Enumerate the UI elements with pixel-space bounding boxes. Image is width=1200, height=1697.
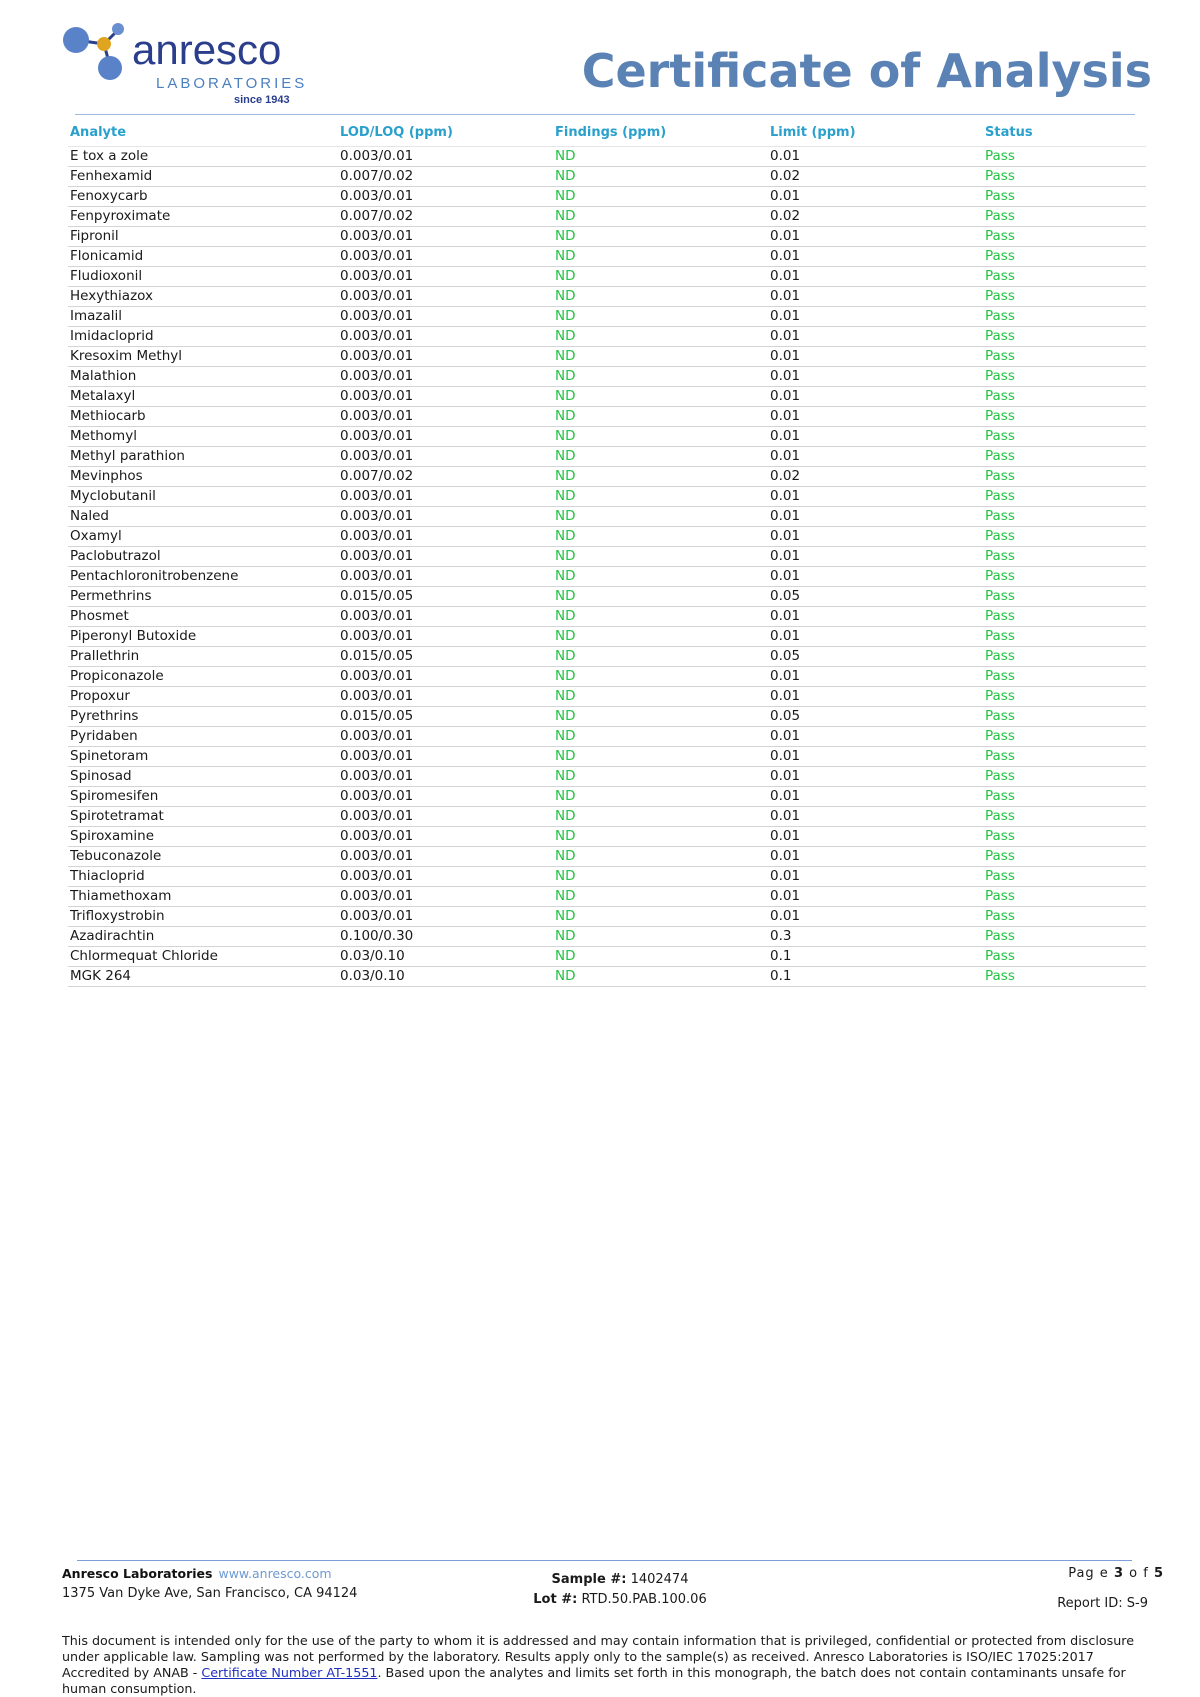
findings-cell: ND xyxy=(555,247,770,267)
table-row xyxy=(68,887,1146,907)
table-row xyxy=(68,327,1146,347)
findings-cell: ND xyxy=(555,467,770,487)
table-row xyxy=(68,347,1146,367)
limit-cell: 0.01 xyxy=(770,307,985,327)
findings-cell: ND xyxy=(555,587,770,607)
findings-cell: ND xyxy=(555,567,770,587)
lod-loq-cell: 0.003/0.01 xyxy=(340,827,555,847)
findings-cell: ND xyxy=(555,527,770,547)
status-cell: Pass xyxy=(985,167,1146,187)
status-cell: Pass xyxy=(985,147,1146,167)
analyte-cell: MGK 264 xyxy=(68,967,340,987)
status-cell: Pass xyxy=(985,767,1146,787)
limit-cell: 0.01 xyxy=(770,247,985,267)
findings-cell: ND xyxy=(555,227,770,247)
limit-cell: 0.01 xyxy=(770,367,985,387)
lod-loq-cell: 0.007/0.02 xyxy=(340,467,555,487)
analyte-cell: Spirotetramat xyxy=(68,807,340,827)
table-row xyxy=(68,967,1146,987)
findings-cell: ND xyxy=(555,647,770,667)
header-limit: Limit (ppm) xyxy=(770,118,985,147)
findings-cell: ND xyxy=(555,947,770,967)
limit-cell: 0.01 xyxy=(770,667,985,687)
limit-cell: 0.01 xyxy=(770,787,985,807)
table-row xyxy=(68,687,1146,707)
limit-cell: 0.01 xyxy=(770,527,985,547)
lod-loq-cell: 0.003/0.01 xyxy=(340,347,555,367)
analyte-cell: E tox a zole xyxy=(68,147,340,167)
limit-cell: 0.01 xyxy=(770,507,985,527)
status-cell: Pass xyxy=(985,287,1146,307)
table-row xyxy=(68,807,1146,827)
lod-loq-cell: 0.015/0.05 xyxy=(340,707,555,727)
status-cell: Pass xyxy=(985,367,1146,387)
findings-cell: ND xyxy=(555,167,770,187)
findings-cell: ND xyxy=(555,727,770,747)
analyte-cell: Fipronil xyxy=(68,227,340,247)
table-row xyxy=(68,207,1146,227)
lod-loq-cell: 0.003/0.01 xyxy=(340,387,555,407)
limit-cell: 0.01 xyxy=(770,767,985,787)
lot-value: RTD.50.PAB.100.06 xyxy=(581,1592,707,1607)
lod-loq-cell: 0.003/0.01 xyxy=(340,627,555,647)
limit-cell: 0.01 xyxy=(770,487,985,507)
findings-cell: ND xyxy=(555,407,770,427)
lot-label: Lot #: xyxy=(533,1592,578,1607)
findings-cell: ND xyxy=(555,907,770,927)
anresco-logo xyxy=(62,20,322,106)
analyte-cell: Imazalil xyxy=(68,307,340,327)
table-row xyxy=(68,907,1146,927)
page-current: 3 xyxy=(1113,1566,1124,1581)
findings-cell: ND xyxy=(555,147,770,167)
status-cell: Pass xyxy=(985,487,1146,507)
status-cell: Pass xyxy=(985,627,1146,647)
footer-divider xyxy=(77,1560,1132,1561)
lod-loq-cell: 0.003/0.01 xyxy=(340,407,555,427)
analyte-cell: Spiromesifen xyxy=(68,787,340,807)
table-row xyxy=(68,267,1146,287)
status-cell: Pass xyxy=(985,207,1146,227)
table-row xyxy=(68,627,1146,647)
findings-cell: ND xyxy=(555,507,770,527)
status-cell: Pass xyxy=(985,247,1146,267)
limit-cell: 0.01 xyxy=(770,187,985,207)
analyte-cell: Fenhexamid xyxy=(68,167,340,187)
table-row xyxy=(68,727,1146,747)
analyte-cell: Flonicamid xyxy=(68,247,340,267)
limit-cell: 0.01 xyxy=(770,807,985,827)
analyte-cell: Piperonyl Butoxide xyxy=(68,627,340,647)
limit-cell: 0.01 xyxy=(770,327,985,347)
table-row xyxy=(68,187,1146,207)
findings-cell: ND xyxy=(555,187,770,207)
limit-cell: 0.01 xyxy=(770,427,985,447)
lod-loq-cell: 0.015/0.05 xyxy=(340,587,555,607)
findings-cell: ND xyxy=(555,827,770,847)
lod-loq-cell: 0.003/0.01 xyxy=(340,227,555,247)
analyte-cell: Mevinphos xyxy=(68,467,340,487)
status-cell: Pass xyxy=(985,687,1146,707)
findings-cell: ND xyxy=(555,327,770,347)
status-cell: Pass xyxy=(985,667,1146,687)
analyte-cell: Thiacloprid xyxy=(68,867,340,887)
lod-loq-cell: 0.007/0.02 xyxy=(340,167,555,187)
lod-loq-cell: 0.003/0.01 xyxy=(340,427,555,447)
table-row xyxy=(68,847,1146,867)
table-row xyxy=(68,467,1146,487)
limit-cell: 0.01 xyxy=(770,267,985,287)
limit-cell: 0.01 xyxy=(770,147,985,167)
findings-cell: ND xyxy=(555,607,770,627)
table-row xyxy=(68,767,1146,787)
table-row xyxy=(68,927,1146,947)
table-row xyxy=(68,447,1146,467)
lod-loq-cell: 0.003/0.01 xyxy=(340,667,555,687)
limit-cell: 0.01 xyxy=(770,567,985,587)
disclaimer xyxy=(62,1633,1160,1697)
findings-cell: ND xyxy=(555,667,770,687)
analyte-cell: Methomyl xyxy=(68,427,340,447)
lod-loq-cell: 0.003/0.01 xyxy=(340,147,555,167)
status-cell: Pass xyxy=(985,547,1146,567)
analyte-cell: Paclobutrazol xyxy=(68,547,340,567)
analyte-cell: Hexythiazox xyxy=(68,287,340,307)
lod-loq-cell: 0.03/0.10 xyxy=(340,947,555,967)
disclaimer-text: This document is intended only for the use of the party to whom it is addressed and may contain information that is privileged, confidential or protected from disclosure under applicable law. Sampling was not performed by the laboratory. Results apply only to the sample(s) as received. Anresco Laboratories is ISO/IEC 17025:2017 Accredited by ANAB - xyxy=(62,1633,1135,1680)
status-cell: Pass xyxy=(985,467,1146,487)
findings-cell: ND xyxy=(555,447,770,467)
lod-loq-cell: 0.003/0.01 xyxy=(340,367,555,387)
findings-cell: ND xyxy=(555,807,770,827)
analyte-cell: Kresoxim Methyl xyxy=(68,347,340,367)
lab-address: 1375 Van Dyke Ave, San Francisco, CA 94124 xyxy=(62,1586,358,1601)
analyte-cell: Fenoxycarb xyxy=(68,187,340,207)
status-cell: Pass xyxy=(985,347,1146,367)
table-row xyxy=(68,587,1146,607)
lod-loq-cell: 0.003/0.01 xyxy=(340,527,555,547)
disclaimer-tail: . Based upon the analytes and limits set forth in this monograph, the batch does not contain contaminants unsafe for human consumption. xyxy=(62,1665,1126,1696)
limit-cell: 0.01 xyxy=(770,227,985,247)
findings-cell: ND xyxy=(555,627,770,647)
findings-cell: ND xyxy=(555,867,770,887)
analyte-cell: Pyrethrins xyxy=(68,707,340,727)
table-row xyxy=(68,367,1146,387)
table-row xyxy=(68,707,1146,727)
lod-loq-cell: 0.003/0.01 xyxy=(340,847,555,867)
status-cell: Pass xyxy=(985,787,1146,807)
table-row xyxy=(68,287,1146,307)
status-cell: Pass xyxy=(985,387,1146,407)
analyte-cell: Pentachloronitrobenzene xyxy=(68,567,340,587)
status-cell: Pass xyxy=(985,807,1146,827)
findings-cell: ND xyxy=(555,307,770,327)
analyte-cell: Spinosad xyxy=(68,767,340,787)
logo-subtitle: LABORATORIES xyxy=(156,75,308,92)
analyte-cell: Methiocarb xyxy=(68,407,340,427)
results-table xyxy=(68,118,1146,987)
status-cell: Pass xyxy=(985,267,1146,287)
page-title: Certificate of Analysis xyxy=(581,44,1152,98)
lod-loq-cell: 0.003/0.01 xyxy=(340,267,555,287)
table-row xyxy=(68,167,1146,187)
table-row xyxy=(68,387,1146,407)
status-cell: Pass xyxy=(985,607,1146,627)
table-row xyxy=(68,427,1146,447)
status-cell: Pass xyxy=(985,867,1146,887)
lod-loq-cell: 0.003/0.01 xyxy=(340,547,555,567)
analyte-cell: Propoxur xyxy=(68,687,340,707)
lod-loq-cell: 0.003/0.01 xyxy=(340,787,555,807)
lab-name: Anresco Laboratories xyxy=(62,1566,213,1581)
status-cell: Pass xyxy=(985,647,1146,667)
findings-cell: ND xyxy=(555,347,770,367)
certificate-link[interactable]: Certificate Number AT-1551 xyxy=(201,1665,378,1680)
logo-wordmark: anresco xyxy=(132,26,282,73)
limit-cell: 0.01 xyxy=(770,727,985,747)
lod-loq-cell: 0.100/0.30 xyxy=(340,927,555,947)
status-cell: Pass xyxy=(985,947,1146,967)
sample-value: 1402474 xyxy=(630,1572,689,1587)
lod-loq-cell: 0.003/0.01 xyxy=(340,327,555,347)
status-cell: Pass xyxy=(985,527,1146,547)
limit-cell: 0.01 xyxy=(770,607,985,627)
table-row xyxy=(68,227,1146,247)
lod-loq-cell: 0.003/0.01 xyxy=(340,287,555,307)
limit-cell: 0.01 xyxy=(770,447,985,467)
analyte-cell: Phosmet xyxy=(68,607,340,627)
status-cell: Pass xyxy=(985,227,1146,247)
lod-loq-cell: 0.003/0.01 xyxy=(340,307,555,327)
website-link[interactable]: www.anresco.com xyxy=(218,1566,332,1581)
lod-loq-cell: 0.003/0.01 xyxy=(340,807,555,827)
limit-cell: 0.3 xyxy=(770,927,985,947)
sample-label: Sample #: xyxy=(551,1572,627,1587)
limit-cell: 0.05 xyxy=(770,647,985,667)
analyte-cell: Fenpyroximate xyxy=(68,207,340,227)
analyte-cell: Oxamyl xyxy=(68,527,340,547)
status-cell: Pass xyxy=(985,507,1146,527)
limit-cell: 0.05 xyxy=(770,707,985,727)
table-row xyxy=(68,407,1146,427)
table-row xyxy=(68,487,1146,507)
status-cell: Pass xyxy=(985,447,1146,467)
status-cell: Pass xyxy=(985,567,1146,587)
status-cell: Pass xyxy=(985,847,1146,867)
lod-loq-cell: 0.003/0.01 xyxy=(340,487,555,507)
limit-cell: 0.01 xyxy=(770,887,985,907)
lot-number xyxy=(460,1592,780,1607)
logo-since: since 1943 xyxy=(234,94,290,106)
limit-cell: 0.02 xyxy=(770,467,985,487)
findings-cell: ND xyxy=(555,387,770,407)
analyte-cell: Spinetoram xyxy=(68,747,340,767)
findings-cell: ND xyxy=(555,847,770,867)
lod-loq-cell: 0.003/0.01 xyxy=(340,607,555,627)
findings-cell: ND xyxy=(555,767,770,787)
findings-cell: ND xyxy=(555,887,770,907)
analyte-cell: Pyridaben xyxy=(68,727,340,747)
header-analyte: Analyte xyxy=(68,118,340,147)
table-row xyxy=(68,947,1146,967)
limit-cell: 0.01 xyxy=(770,847,985,867)
lod-loq-cell: 0.003/0.01 xyxy=(340,867,555,887)
findings-cell: ND xyxy=(555,487,770,507)
page-label: Pag e xyxy=(1068,1566,1109,1581)
limit-cell: 0.01 xyxy=(770,827,985,847)
limit-cell: 0.01 xyxy=(770,867,985,887)
footer-lab xyxy=(62,1566,332,1581)
limit-cell: 0.02 xyxy=(770,207,985,227)
analyte-cell: Imidacloprid xyxy=(68,327,340,347)
limit-cell: 0.01 xyxy=(770,907,985,927)
page-of: o f xyxy=(1129,1566,1149,1581)
lod-loq-cell: 0.03/0.10 xyxy=(340,967,555,987)
findings-cell: ND xyxy=(555,287,770,307)
report-id: Report ID: S-9 xyxy=(1057,1596,1148,1611)
analyte-cell: Azadirachtin xyxy=(68,927,340,947)
analyte-cell: Malathion xyxy=(68,367,340,387)
lod-loq-cell: 0.003/0.01 xyxy=(340,247,555,267)
limit-cell: 0.01 xyxy=(770,747,985,767)
status-cell: Pass xyxy=(985,887,1146,907)
header-findings: Findings (ppm) xyxy=(555,118,770,147)
page-total: 5 xyxy=(1153,1566,1164,1581)
lod-loq-cell: 0.003/0.01 xyxy=(340,687,555,707)
analyte-cell: Metalaxyl xyxy=(68,387,340,407)
table-row xyxy=(68,147,1146,167)
status-cell: Pass xyxy=(985,927,1146,947)
table-row xyxy=(68,747,1146,767)
table-row xyxy=(68,527,1146,547)
table-row xyxy=(68,827,1146,847)
analyte-cell: Fludioxonil xyxy=(68,267,340,287)
analyte-cell: Propiconazole xyxy=(68,667,340,687)
limit-cell: 0.01 xyxy=(770,387,985,407)
table-row xyxy=(68,307,1146,327)
analyte-cell: Thiamethoxam xyxy=(68,887,340,907)
table-row xyxy=(68,507,1146,527)
molecule-icon xyxy=(62,20,142,84)
lod-loq-cell: 0.015/0.05 xyxy=(340,647,555,667)
lod-loq-cell: 0.003/0.01 xyxy=(340,567,555,587)
limit-cell: 0.01 xyxy=(770,347,985,367)
status-cell: Pass xyxy=(985,407,1146,427)
status-cell: Pass xyxy=(985,427,1146,447)
status-cell: Pass xyxy=(985,727,1146,747)
table-row xyxy=(68,867,1146,887)
lod-loq-cell: 0.003/0.01 xyxy=(340,767,555,787)
findings-cell: ND xyxy=(555,967,770,987)
table-row xyxy=(68,667,1146,687)
status-cell: Pass xyxy=(985,307,1146,327)
status-cell: Pass xyxy=(985,327,1146,347)
table-row xyxy=(68,247,1146,267)
findings-cell: ND xyxy=(555,427,770,447)
lod-loq-cell: 0.003/0.01 xyxy=(340,907,555,927)
results-body xyxy=(68,147,1146,987)
limit-cell: 0.05 xyxy=(770,587,985,607)
findings-cell: ND xyxy=(555,367,770,387)
table-row xyxy=(68,647,1146,667)
analyte-cell: Naled xyxy=(68,507,340,527)
table-header-row xyxy=(68,118,1146,147)
findings-cell: ND xyxy=(555,707,770,727)
lod-loq-cell: 0.003/0.01 xyxy=(340,727,555,747)
analyte-cell: Prallethrin xyxy=(68,647,340,667)
table-row xyxy=(68,607,1146,627)
lod-loq-cell: 0.003/0.01 xyxy=(340,447,555,467)
header-lod-loq: LOD/LOQ (ppm) xyxy=(340,118,555,147)
table-row xyxy=(68,547,1146,567)
analyte-cell: Tebuconazole xyxy=(68,847,340,867)
limit-cell: 0.1 xyxy=(770,947,985,967)
analyte-cell: Chlormequat Chloride xyxy=(68,947,340,967)
sample-number xyxy=(460,1572,780,1587)
lod-loq-cell: 0.007/0.02 xyxy=(340,207,555,227)
limit-cell: 0.01 xyxy=(770,287,985,307)
analyte-cell: Trifloxystrobin xyxy=(68,907,340,927)
findings-cell: ND xyxy=(555,787,770,807)
findings-cell: ND xyxy=(555,687,770,707)
header-status: Status xyxy=(985,118,1146,147)
lod-loq-cell: 0.003/0.01 xyxy=(340,747,555,767)
analyte-cell: Permethrins xyxy=(68,587,340,607)
table-row xyxy=(68,567,1146,587)
limit-cell: 0.02 xyxy=(770,167,985,187)
limit-cell: 0.01 xyxy=(770,687,985,707)
findings-cell: ND xyxy=(555,547,770,567)
status-cell: Pass xyxy=(985,907,1146,927)
title-divider xyxy=(75,114,1135,115)
table-row xyxy=(68,787,1146,807)
limit-cell: 0.01 xyxy=(770,627,985,647)
status-cell: Pass xyxy=(985,967,1146,987)
findings-cell: ND xyxy=(555,747,770,767)
lod-loq-cell: 0.003/0.01 xyxy=(340,507,555,527)
status-cell: Pass xyxy=(985,747,1146,767)
analyte-cell: Spiroxamine xyxy=(68,827,340,847)
findings-cell: ND xyxy=(555,267,770,287)
lod-loq-cell: 0.003/0.01 xyxy=(340,887,555,907)
analyte-cell: Methyl parathion xyxy=(68,447,340,467)
lod-loq-cell: 0.003/0.01 xyxy=(340,187,555,207)
findings-cell: ND xyxy=(555,927,770,947)
page-indicator xyxy=(1068,1566,1164,1581)
limit-cell: 0.01 xyxy=(770,547,985,567)
status-cell: Pass xyxy=(985,587,1146,607)
analyte-cell: Myclobutanil xyxy=(68,487,340,507)
status-cell: Pass xyxy=(985,187,1146,207)
limit-cell: 0.1 xyxy=(770,967,985,987)
status-cell: Pass xyxy=(985,707,1146,727)
status-cell: Pass xyxy=(985,827,1146,847)
findings-cell: ND xyxy=(555,207,770,227)
limit-cell: 0.01 xyxy=(770,407,985,427)
